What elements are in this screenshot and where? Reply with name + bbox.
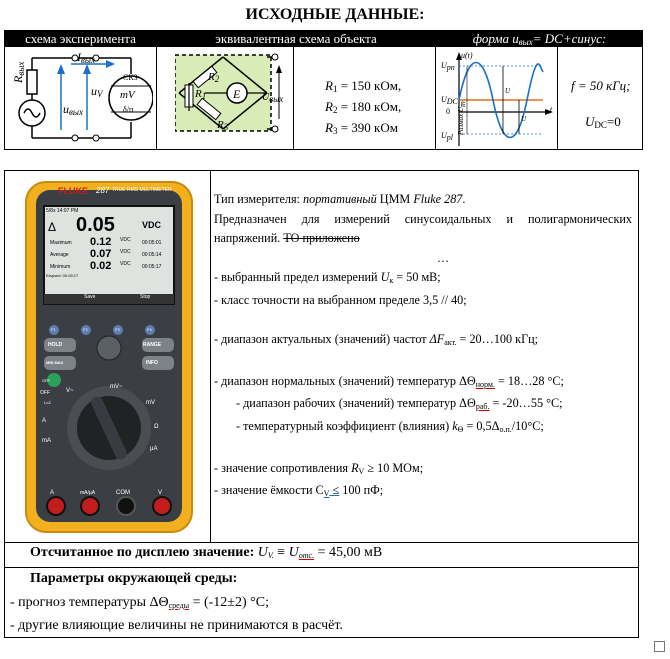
- label-r1: $R_1$: [195, 88, 207, 101]
- label-r-int: $R_{вых}$: [11, 61, 26, 83]
- fkey-f2: F2: [83, 327, 88, 332]
- spec-temp-coef: - температурный коэффициент (влияния) kΘ = 0,5Δо.п./10°С;: [236, 418, 544, 434]
- soft-right-label: Stop: [140, 294, 151, 300]
- label-meter-bot: δ/п: [123, 105, 134, 114]
- divider: [4, 567, 639, 568]
- wave-upl: Upl: [441, 131, 454, 142]
- label-i-out: $I_{вых}$: [77, 50, 95, 65]
- environment-other: - другие влияющие величины не принимаются в расчёт.: [10, 618, 343, 633]
- soft-left-label: Save: [84, 294, 96, 300]
- resistor-values: [325, 77, 401, 140]
- divider: [435, 31, 436, 150]
- wave-t: t: [550, 105, 553, 114]
- fkey-f3: F3: [115, 327, 120, 332]
- dial-label: µA: [150, 446, 158, 452]
- jack-v-label: V: [158, 490, 163, 496]
- environment-temperature: - прогноз температуры ΔΘсреды = (-12±2) °С;: [10, 595, 269, 610]
- header-form: форма $u_{вых}=$ DC+синус:: [436, 31, 643, 47]
- display-reading: Отсчитанное по дисплею значение: UV. ≡ Uотс. = 45,00 мВ: [30, 545, 383, 560]
- dial-label: OFF: [42, 378, 50, 383]
- dial-label-off: OFF: [40, 390, 50, 396]
- meter-model: 287: [96, 186, 110, 195]
- label-meter-top: СКЗ: [123, 73, 138, 82]
- divider: [210, 170, 211, 542]
- meter-subtitle: TRUE RMS MULTIMETER: [112, 187, 172, 193]
- instrument-description: [214, 190, 632, 504]
- dial-label: V~: [66, 388, 74, 394]
- meter-row: Average 0.07 VDC 00:05:14: [50, 248, 162, 260]
- spec-temp-working: - диапазон рабочих (значений) температур ΔΘраб. = -20…55 °С;: [236, 396, 563, 411]
- frequency: f = 50 кГц;: [571, 78, 631, 93]
- dial-label: mV: [146, 400, 155, 406]
- dial-label: LoZ: [44, 400, 51, 405]
- spec-resistance: - значение сопротивления RV ≥ 10 МОм;: [214, 460, 424, 476]
- label-meter-mid: mV: [120, 89, 135, 101]
- wave-upn: Upn: [441, 61, 455, 72]
- meter-brand: FLUKE: [58, 186, 88, 196]
- ellipsis: …: [436, 250, 450, 265]
- instrument-purpose: Предназначен для измерений синусоидальных и полигармонических напряжений. ТО приложено: [214, 211, 632, 245]
- wave-zero: 0: [446, 107, 450, 116]
- fkey-f1: F1: [51, 327, 56, 332]
- wave-udc: UDC: [441, 95, 458, 106]
- instrument-type: Тип измерителя: портативный ЦММ Fluke 287.: [214, 192, 466, 206]
- divider: [557, 47, 558, 150]
- meter-row: Maximum 0.12 VDC 00:05:01: [50, 236, 162, 248]
- resize-handle[interactable]: [654, 641, 665, 652]
- wave-side: Размах Um: [457, 101, 467, 135]
- meter-display: [46, 208, 174, 278]
- fkey-f4: F4: [147, 327, 152, 332]
- resistor-r2: $R_2 = 180$ кОм,: [325, 99, 402, 115]
- spec-range: - выбранный предел измерений Uк = 50 мВ;: [214, 270, 441, 285]
- resistor-r1: $R_1 = 150$ кОм,: [325, 78, 402, 94]
- udc-value: $U_{DC}=0$: [585, 114, 621, 130]
- range-button: RANGE: [143, 342, 162, 348]
- wave-u-a: U: [505, 87, 511, 95]
- environment-heading: Параметры окружающей среды:: [30, 571, 238, 586]
- label-e: E: [233, 87, 241, 101]
- divider: [4, 542, 639, 543]
- meter-footer: Elapsed: 00:05:17: [46, 273, 79, 278]
- meter-status: 5/8s 14:07 PM: [46, 208, 79, 214]
- hold-button: HOLD: [48, 342, 63, 348]
- header-equivalent: эквивалентная схема объекта: [157, 31, 435, 47]
- jack-com-label: COM: [116, 490, 130, 496]
- label-r2: $R_2$: [208, 71, 220, 84]
- spec-accuracy: - класс точности на выбранном пределе 3,5 // 40;: [214, 292, 467, 307]
- label-u-v: $u_V$: [91, 84, 103, 99]
- spec-temp-normal: - диапазон нормальных (значений) температур ΔΘнорм. = 18…28 °С;: [214, 373, 564, 389]
- meter-main: Δ 0.05 VDC: [48, 214, 162, 236]
- header-experiment: схема эксперимента: [5, 31, 156, 47]
- divider: [156, 31, 157, 150]
- spec-frequency: - диапазон актуальных (значений) частот ΔFакт. = 20…100 кГц;: [214, 331, 539, 347]
- page-title: ИСХОДНЫЕ ДАННЫЕ:: [245, 6, 425, 23]
- dial-label: Ω: [154, 424, 159, 430]
- dial-label: mV~: [110, 384, 123, 390]
- info-button: INFO: [146, 360, 158, 366]
- source-data-table: [4, 30, 643, 150]
- resistor-r3: $R_3 = 390$ кОм: [325, 120, 398, 136]
- label-u-out: $u_{вых}$: [63, 102, 83, 117]
- label-r3: $R_3$: [217, 119, 229, 132]
- label-u-out-eq: Uвых: [262, 92, 284, 104]
- wave-axis-u: u(t): [461, 51, 473, 60]
- jack-ma-label: mA/µA: [80, 490, 96, 496]
- dial-label: A: [42, 418, 47, 424]
- dial-label: mA: [42, 438, 51, 444]
- jack-a-label: A: [50, 490, 55, 496]
- spec-capacitance: - значение ёмкости СV ≤ 100 пФ;: [214, 483, 384, 498]
- meter-row: Minimum 0.02 VDC 00:05:17: [50, 260, 162, 272]
- minmax-button: MIN MAX: [46, 360, 64, 365]
- wave-u-b: U: [521, 115, 527, 123]
